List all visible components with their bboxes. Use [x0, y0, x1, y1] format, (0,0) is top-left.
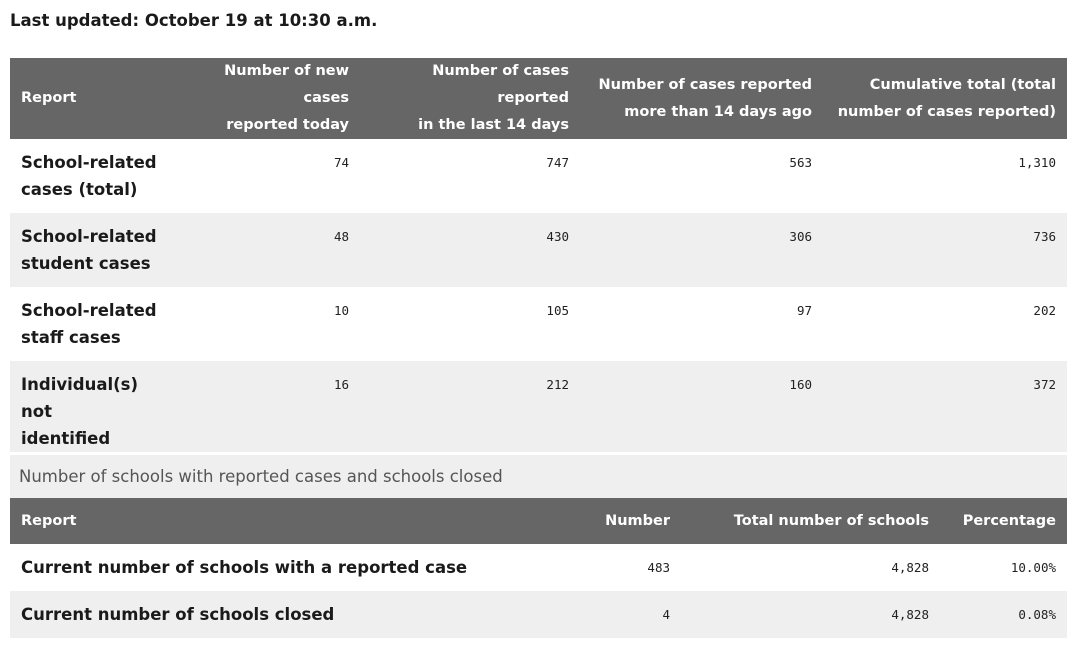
cell-percentage: 0.08% — [940, 591, 1067, 638]
row-label: Individual(s) not identified — [10, 361, 175, 452]
cell-last-14-days: 430 — [360, 213, 580, 287]
cell-older-than-14-days: 563 — [789, 155, 812, 170]
header-number: Number — [552, 498, 681, 544]
header-last-14-days: Number of cases reported in the last 14 days — [360, 58, 580, 139]
cell-cumulative-total: 372 — [823, 361, 1067, 452]
table-row — [10, 287, 1067, 361]
header-older-than-14-days: Number of cases reported more than 14 days ago — [580, 58, 823, 139]
table-header-row — [10, 58, 1067, 139]
header-percentage: Percentage — [940, 498, 1067, 544]
row-label: School-related staff cases — [21, 301, 157, 347]
cell-older-than-14-days: 160 — [580, 361, 823, 452]
schools-table — [10, 498, 1067, 638]
cell-total-schools: 4,828 — [681, 591, 940, 638]
table-row — [10, 361, 1067, 452]
schools-table-caption: Number of schools with reported cases and schools closed — [10, 455, 1067, 498]
cell-last-14-days: 747 — [546, 155, 569, 170]
cell-new-today: 10 — [333, 303, 349, 318]
cell-cumulative-total: 736 — [823, 213, 1067, 287]
cell-last-14-days: 105 — [546, 303, 569, 318]
row-label: Current number of schools with a reported case — [21, 558, 468, 577]
table-row — [10, 213, 1067, 287]
header-total-schools: Total number of schools — [681, 498, 940, 544]
cell-total-schools: 4,828 — [891, 560, 929, 575]
table-row — [10, 544, 1067, 591]
cell-percentage: 10.00% — [1010, 560, 1056, 575]
row-label: School-related student cases — [10, 213, 175, 287]
header-cumulative-total: Cumulative total (total number of cases reported) — [823, 58, 1067, 139]
header-new-today: Number of new cases reported today — [175, 58, 360, 139]
last-updated-text: Last updated: October 19 at 10:30 a.m. — [10, 11, 378, 30]
table-header-row — [10, 498, 1067, 544]
row-label: School-related cases (total) — [21, 153, 157, 199]
cell-last-14-days: 212 — [360, 361, 580, 452]
cell-cumulative-total: 1,310 — [1018, 155, 1056, 170]
header-report: Report — [10, 498, 552, 544]
school-cases-table — [10, 58, 1067, 452]
header-report: Report — [10, 58, 175, 139]
cell-number: 483 — [647, 560, 670, 575]
cell-new-today: 16 — [175, 361, 360, 452]
cell-new-today: 74 — [333, 155, 349, 170]
cell-number: 4 — [552, 591, 681, 638]
table-row — [10, 591, 1067, 638]
row-label: Current number of schools closed — [10, 591, 552, 638]
table-row — [10, 139, 1067, 213]
cell-new-today: 48 — [175, 213, 360, 287]
cell-older-than-14-days: 97 — [796, 303, 812, 318]
cell-cumulative-total: 202 — [1033, 303, 1056, 318]
cell-older-than-14-days: 306 — [580, 213, 823, 287]
